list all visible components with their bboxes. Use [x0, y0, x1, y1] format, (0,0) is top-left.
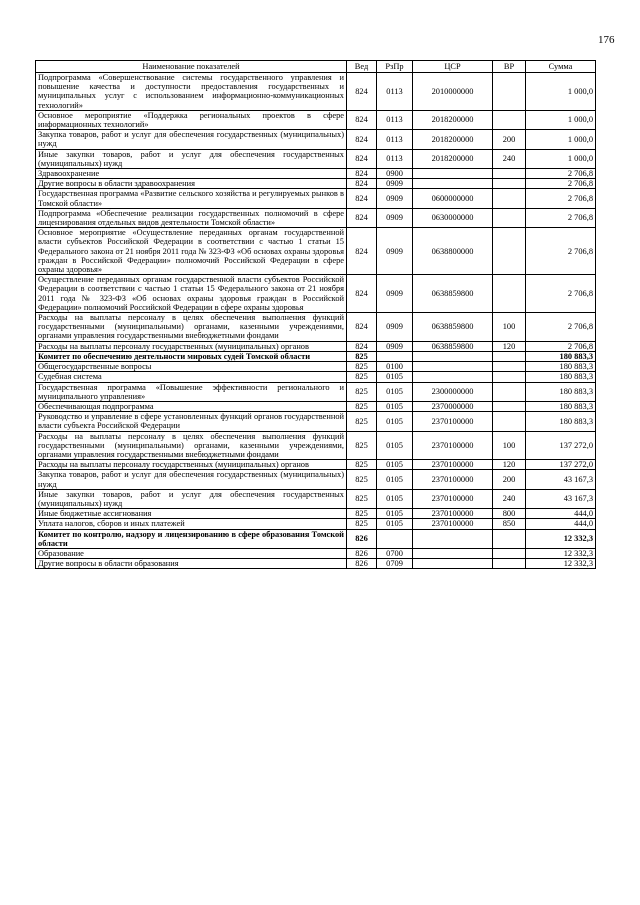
cell-sum: 12 332,3	[526, 559, 596, 569]
cell-ved: 825	[347, 460, 377, 470]
table-row	[36, 313, 596, 342]
cell-sum: 444,0	[526, 509, 596, 519]
cell-name: Основное мероприятие «Поддержка региональных проектов в сфере информационных технологий»	[36, 110, 347, 129]
cell-name: Закупка товаров, работ и услуг для обеспечения государственных (муниципальных) нужд	[36, 470, 347, 489]
cell-csr: 0600000000	[413, 189, 493, 208]
table-row	[36, 179, 596, 189]
cell-csr	[413, 559, 493, 569]
cell-vr	[493, 169, 526, 179]
cell-vr	[493, 559, 526, 569]
cell-rzpr: 0105	[377, 382, 413, 401]
table-row	[36, 362, 596, 372]
cell-csr: 2300000000	[413, 382, 493, 401]
cell-ved: 824	[347, 169, 377, 179]
cell-sum: 2 706,8	[526, 275, 596, 313]
table-row	[36, 228, 596, 275]
table-row	[36, 489, 596, 508]
cell-sum: 444,0	[526, 519, 596, 529]
table-row	[36, 401, 596, 411]
cell-name: Уплата налогов, сборов и иных платежей	[36, 519, 347, 529]
cell-vr	[493, 208, 526, 227]
cell-ved: 825	[347, 412, 377, 431]
cell-name: Комитет по обеспечению деятельности мировых судей Томской области	[36, 351, 347, 361]
cell-name: Государственная программа «Развитие сельского хозяйства и регулируемых рынков в Томской области»	[36, 189, 347, 208]
cell-csr: 0638859800	[413, 275, 493, 313]
cell-name: Подпрограмма «Совершенствование системы государственного управления и повышение качества и доступности предоставления государственных и муниципальных услуг с использованием информационно-коммуникационных технологий»	[36, 73, 347, 111]
column-header-csr: ЦСР	[413, 61, 493, 73]
cell-vr	[493, 382, 526, 401]
cell-name: Другие вопросы в области образования	[36, 559, 347, 569]
cell-sum: 2 706,8	[526, 169, 596, 179]
cell-ved: 824	[347, 341, 377, 351]
cell-ved: 824	[347, 189, 377, 208]
cell-sum: 180 883,3	[526, 362, 596, 372]
cell-ved: 825	[347, 372, 377, 382]
cell-csr: 2370000000	[413, 401, 493, 411]
cell-sum: 2 706,8	[526, 179, 596, 189]
cell-vr: 240	[493, 149, 526, 168]
cell-ved: 824	[347, 130, 377, 149]
cell-rzpr: 0909	[377, 179, 413, 189]
cell-sum: 137 272,0	[526, 460, 596, 470]
cell-name: Комитет по контролю, надзору и лицензированию в сфере образования Томской области	[36, 529, 347, 548]
cell-rzpr: 0909	[377, 275, 413, 313]
cell-csr	[413, 372, 493, 382]
cell-rzpr: 0700	[377, 548, 413, 558]
cell-rzpr: 0105	[377, 372, 413, 382]
cell-rzpr: 0113	[377, 149, 413, 168]
cell-name: Основное мероприятие «Осуществление переданных органам государственной власти субъектов Российской Федерации в соответствии с частью 1 статьи 15 Федерального закона от 21 ноября 2011 года № 323-ФЗ «Об основах охраны здоровья граждан в Российской Федерации» полномочий Российской Федерации в сфере охраны здоровья»	[36, 228, 347, 275]
cell-ved: 824	[347, 275, 377, 313]
cell-ved: 824	[347, 208, 377, 227]
cell-ved: 825	[347, 519, 377, 529]
cell-csr: 2370100000	[413, 470, 493, 489]
cell-vr	[493, 228, 526, 275]
cell-csr: 0630000000	[413, 208, 493, 227]
table-row	[36, 275, 596, 313]
table-row	[36, 73, 596, 111]
column-header-rzpr: РзПр	[377, 61, 413, 73]
table-row	[36, 351, 596, 361]
cell-rzpr: 0909	[377, 313, 413, 342]
cell-rzpr: 0909	[377, 341, 413, 351]
cell-ved: 824	[347, 228, 377, 275]
cell-name: Иные закупки товаров, работ и услуг для обеспечения государственных (муниципальных) нужд	[36, 489, 347, 508]
cell-rzpr: 0709	[377, 559, 413, 569]
cell-vr	[493, 372, 526, 382]
cell-ved: 825	[347, 351, 377, 361]
table-row	[36, 529, 596, 548]
table-row	[36, 470, 596, 489]
table-row	[36, 412, 596, 431]
cell-vr	[493, 362, 526, 372]
cell-ved: 826	[347, 559, 377, 569]
cell-csr: 2370100000	[413, 489, 493, 508]
cell-ved: 826	[347, 548, 377, 558]
cell-vr	[493, 548, 526, 558]
cell-rzpr: 0105	[377, 460, 413, 470]
table-row	[36, 189, 596, 208]
cell-vr: 120	[493, 460, 526, 470]
cell-vr	[493, 110, 526, 129]
cell-sum: 1 000,0	[526, 110, 596, 129]
cell-rzpr: 0105	[377, 412, 413, 431]
cell-name: Иные бюджетные ассигнования	[36, 509, 347, 519]
cell-vr: 800	[493, 509, 526, 519]
cell-sum: 2 706,8	[526, 313, 596, 342]
budget-table	[35, 60, 596, 569]
column-header-name: Наименование показателей	[36, 61, 347, 73]
cell-rzpr: 0113	[377, 110, 413, 129]
cell-ved: 825	[347, 431, 377, 460]
cell-name: Расходы на выплаты персоналу в целях обеспечения выполнения функций государственными (муниципальными) органами, казенными учреждениями, органами управления государственными внебюджетными фондами	[36, 431, 347, 460]
cell-ved: 825	[347, 470, 377, 489]
cell-sum: 2 706,8	[526, 341, 596, 351]
cell-sum: 12 332,3	[526, 548, 596, 558]
cell-ved: 824	[347, 179, 377, 189]
cell-csr: 2370100000	[413, 519, 493, 529]
cell-sum: 43 167,3	[526, 470, 596, 489]
cell-vr	[493, 179, 526, 189]
cell-csr	[413, 362, 493, 372]
cell-rzpr: 0105	[377, 519, 413, 529]
table-row	[36, 460, 596, 470]
cell-sum: 180 883,3	[526, 401, 596, 411]
cell-name: Здравоохранение	[36, 169, 347, 179]
cell-sum: 2 706,8	[526, 189, 596, 208]
cell-csr: 2370100000	[413, 412, 493, 431]
cell-csr: 0638800000	[413, 228, 493, 275]
cell-sum: 12 332,3	[526, 529, 596, 548]
cell-rzpr: 0100	[377, 362, 413, 372]
cell-name: Закупка товаров, работ и услуг для обеспечения государственных (муниципальных) нужд	[36, 130, 347, 149]
cell-rzpr: 0909	[377, 189, 413, 208]
cell-rzpr	[377, 351, 413, 361]
cell-name: Государственная программа «Повышение эффективности регионального и муниципального управления»	[36, 382, 347, 401]
cell-csr	[413, 351, 493, 361]
table-row	[36, 130, 596, 149]
cell-ved: 824	[347, 110, 377, 129]
cell-csr: 2018200000	[413, 149, 493, 168]
cell-ved: 824	[347, 149, 377, 168]
cell-ved: 825	[347, 401, 377, 411]
cell-vr	[493, 351, 526, 361]
cell-name: Расходы на выплаты персоналу в целях обеспечения выполнения функций государственными (муниципальными) органами, казенными учреждениями, органами управления государственными внебюджетными фондами	[36, 313, 347, 342]
cell-vr: 100	[493, 431, 526, 460]
cell-csr: 2018200000	[413, 110, 493, 129]
cell-sum: 2 706,8	[526, 208, 596, 227]
cell-sum: 2 706,8	[526, 228, 596, 275]
cell-ved: 825	[347, 489, 377, 508]
cell-vr	[493, 529, 526, 548]
cell-vr: 240	[493, 489, 526, 508]
column-header-ved: Вед	[347, 61, 377, 73]
cell-name: Иные закупки товаров, работ и услуг для обеспечения государственных (муниципальных) нужд	[36, 149, 347, 168]
cell-ved: 824	[347, 73, 377, 111]
table-row	[36, 341, 596, 351]
column-header-sum: Сумма	[526, 61, 596, 73]
cell-name: Судебная система	[36, 372, 347, 382]
cell-sum: 180 883,3	[526, 351, 596, 361]
table-header-row	[36, 61, 596, 73]
cell-sum: 137 272,0	[526, 431, 596, 460]
column-header-vr: ВР	[493, 61, 526, 73]
cell-vr: 200	[493, 470, 526, 489]
cell-sum: 180 883,3	[526, 372, 596, 382]
cell-sum: 180 883,3	[526, 412, 596, 431]
table-row	[36, 110, 596, 129]
cell-vr: 200	[493, 130, 526, 149]
table-row	[36, 559, 596, 569]
cell-rzpr: 0105	[377, 431, 413, 460]
table-body	[36, 73, 596, 569]
cell-vr: 850	[493, 519, 526, 529]
cell-name: Подпрограмма «Обеспечение реализации государственных полномочий в сфере лицензирования отдельных видов деятельности Томской области»	[36, 208, 347, 227]
cell-sum: 180 883,3	[526, 382, 596, 401]
table-row	[36, 149, 596, 168]
cell-name: Другие вопросы в области здравоохранения	[36, 179, 347, 189]
cell-name: Общегосударственные вопросы	[36, 362, 347, 372]
cell-rzpr: 0105	[377, 509, 413, 519]
cell-ved: 826	[347, 529, 377, 548]
cell-vr	[493, 275, 526, 313]
cell-ved: 825	[347, 509, 377, 519]
table-row	[36, 548, 596, 558]
cell-csr: 2018200000	[413, 130, 493, 149]
cell-ved: 825	[347, 362, 377, 372]
table-row	[36, 519, 596, 529]
cell-name: Руководство и управление в сфере установленных функций органов государственной власти субъекта Российской Федерации	[36, 412, 347, 431]
cell-rzpr: 0113	[377, 130, 413, 149]
table-row	[36, 208, 596, 227]
cell-rzpr: 0105	[377, 489, 413, 508]
cell-rzpr: 0105	[377, 401, 413, 411]
cell-vr: 100	[493, 313, 526, 342]
cell-csr: 0638859800	[413, 313, 493, 342]
cell-name: Расходы на выплаты персоналу государственных (муниципальных) органов	[36, 341, 347, 351]
cell-vr	[493, 189, 526, 208]
cell-name: Обеспечивающая подпрограмма	[36, 401, 347, 411]
table-row	[36, 372, 596, 382]
cell-name: Расходы на выплаты персоналу государственных (муниципальных) органов	[36, 460, 347, 470]
cell-vr	[493, 412, 526, 431]
cell-vr: 120	[493, 341, 526, 351]
table-row	[36, 382, 596, 401]
cell-csr: 2010000000	[413, 73, 493, 111]
cell-rzpr: 0105	[377, 470, 413, 489]
cell-rzpr: 0909	[377, 208, 413, 227]
cell-rzpr: 0900	[377, 169, 413, 179]
cell-name: Образование	[36, 548, 347, 558]
cell-csr: 2370100000	[413, 431, 493, 460]
cell-sum: 1 000,0	[526, 130, 596, 149]
cell-csr	[413, 169, 493, 179]
cell-ved: 825	[347, 382, 377, 401]
cell-sum: 1 000,0	[526, 73, 596, 111]
cell-ved: 824	[347, 313, 377, 342]
cell-sum: 43 167,3	[526, 489, 596, 508]
cell-sum: 1 000,0	[526, 149, 596, 168]
cell-vr	[493, 73, 526, 111]
cell-name: Осуществление переданных органам государственной власти субъектов Российской Федерации в соответствии с частью 1 статьи 15 Федерального закона от 21 ноября 2011 года № 323-ФЗ «Об основах охраны здоровья граждан в Российской Федерации» полномочий Российской Федерации в сфере охраны здоровья	[36, 275, 347, 313]
cell-vr	[493, 401, 526, 411]
cell-rzpr: 0909	[377, 228, 413, 275]
table-row	[36, 431, 596, 460]
cell-csr	[413, 179, 493, 189]
cell-csr	[413, 529, 493, 548]
cell-csr: 2370100000	[413, 460, 493, 470]
cell-rzpr	[377, 529, 413, 548]
cell-csr	[413, 548, 493, 558]
table-row	[36, 169, 596, 179]
cell-rzpr: 0113	[377, 73, 413, 111]
cell-csr: 2370100000	[413, 509, 493, 519]
table-row	[36, 509, 596, 519]
page-number: 176	[598, 34, 615, 46]
cell-csr: 0638859800	[413, 341, 493, 351]
